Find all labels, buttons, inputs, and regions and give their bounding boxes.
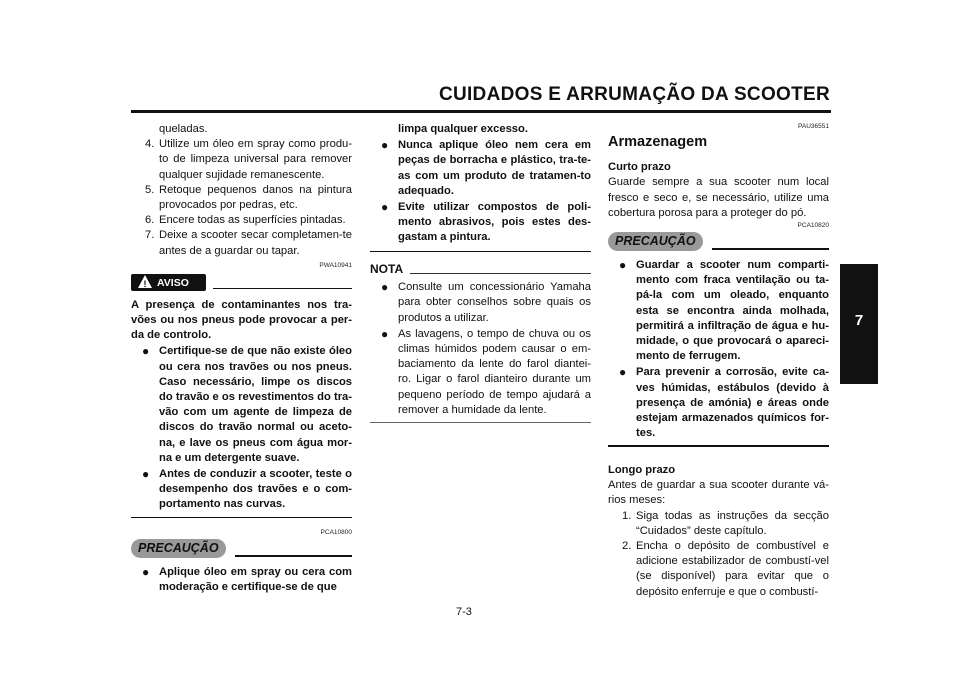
bullet-icon: ● [142,467,150,482]
subsection-title-long: Longo prazo [608,463,676,476]
caution-header [131,539,352,561]
caution-bullet: ● Nunca aplique óleo nem cera em peças de borracha e plástico, tra-te-as com um produto de tratamen-to adequado. [381,138,591,197]
column-2 [370,122,591,423]
short-term-text: Guarde sempre a sua scooter num local fresco e seco e, se necessário, utilize uma cobertura porosa para a proteger do pó. [608,176,829,219]
step-item: 5. Retoque pequenos danos na pintura provocados por pedras, etc. [145,183,352,212]
caution-bullet: ● Guardar a scooter num comparti-mento com fraca ventilação ou ta-pá-la com um oleado, enquanto esta se encontra ainda molhada, permitirá a infiltração de água e hu-midade, o que provocará o apareci-mento de ferrugem. [619,258,829,363]
aviso-badge: ! AVISO [131,274,206,291]
step-item: 4. Utilize um óleo em spray como produ-to de limpeza universal para remover qualquer sujidade remanescente. [145,138,352,181]
step-item: 1. Siga todas as instruções da secção “Cuidados” deste capítulo. [622,509,829,537]
column-3 [608,122,829,600]
bullet-icon: ● [381,280,389,295]
note-bullet: ● Consulte um concessionário Yamaha para obter conselhos sobre quais os produtos a utilizar. [381,280,591,324]
caution-bullet: ● Evite utilizar compostos de poli-mento abrasivos, pois estes des-gastam a pintura. [381,200,591,244]
warning-header [131,272,352,292]
note-header: NOTA [370,262,591,279]
caution-header [608,232,829,254]
note-bullet: ● As lavagens, o tempo de chuva ou os climas húmidos podem causar o em-baciamento da lente do farol diantei-ro. Ligar o farol dianteiro durante um pequeno período de tempo ajudará a remover a humidade da lente. [381,326,591,416]
page-number: 7-3 [456,606,472,618]
bullet-icon: ● [142,344,150,359]
warning-bullet: ● Antes de conduzir a scooter, teste o desempenho dos travões e o com-portamento nas curvas. [142,467,352,511]
note-end-rule [370,422,591,423]
caution-bullet: ● Aplique óleo em spray ou cera com moderação e certifique-se de que [142,565,352,594]
long-term-text: Antes de guardar a sua scooter durante vá-rios meses: [608,479,829,507]
continued-text: queladas. [159,123,208,135]
warning-bullet: ● Certifique-se de que não existe óleo ou cera nos travões ou nos pneus. Caso necessário, limpe os discos do travão e os revestimentos do tra-vão com um agente de limpeza de discos do travão normal ou aceto-na, e lave os pneus com água mor-na e um detergente suave. [142,344,352,464]
bullet-icon: ● [619,258,627,273]
chapter-tab[interactable] [840,264,878,384]
bullet-icon: ● [142,565,150,580]
bullet-icon: ● [381,326,389,341]
bullet-icon: ● [381,200,389,215]
precaucao-badge: PRECAUÇÃO [131,539,226,558]
caution-code: PCA10800 [320,529,352,537]
bullet-icon: ● [381,138,389,153]
step-item: 7. Deixe a scooter secar completamen-te antes de a guardar ou tapar. [145,229,352,257]
header-rule [131,110,831,113]
column-1 [131,122,352,596]
chapter-tab-number: 7 [854,312,864,329]
caution-end-rule [370,251,591,253]
bullet-icon: ● [619,365,627,380]
subsection-title-short: Curto prazo [608,161,671,174]
continued-text: limpa qualquer excesso. [398,123,528,135]
caution-end-rule [608,445,829,447]
cleaning-steps [131,137,352,259]
caution-bullet: ● Para prevenir a corrosão, evite ca-ves húmidas, estábulos (devido à presença de amónia) e áreas onde estejam armazenados químicos for-tes. [619,365,829,440]
section-title: Armazenagem [608,134,708,150]
caution-code: PCA10820 [797,222,829,230]
page-header-title: CUIDADOS E ARRUMAÇÃO DA SCOOTER [438,84,830,105]
warning-intro: A presença de contaminantes nos tra-vões ou nos pneus pode provocar a per-da de controlo. [131,298,352,342]
step-item: 2. Encha o depósito de combustível e adicione estabilizador de combustí-vel (se disponível) para evitar que o depósito enferruje e que o combustí- [622,539,829,598]
step-item: 6. Encere todas as superfícies pintadas. [145,214,346,227]
warning-end-rule [131,517,352,519]
warning-code: PWA10941 [319,261,352,269]
precaucao-badge: PRECAUÇÃO [608,232,703,251]
section-code: PAU36551 [798,123,829,130]
